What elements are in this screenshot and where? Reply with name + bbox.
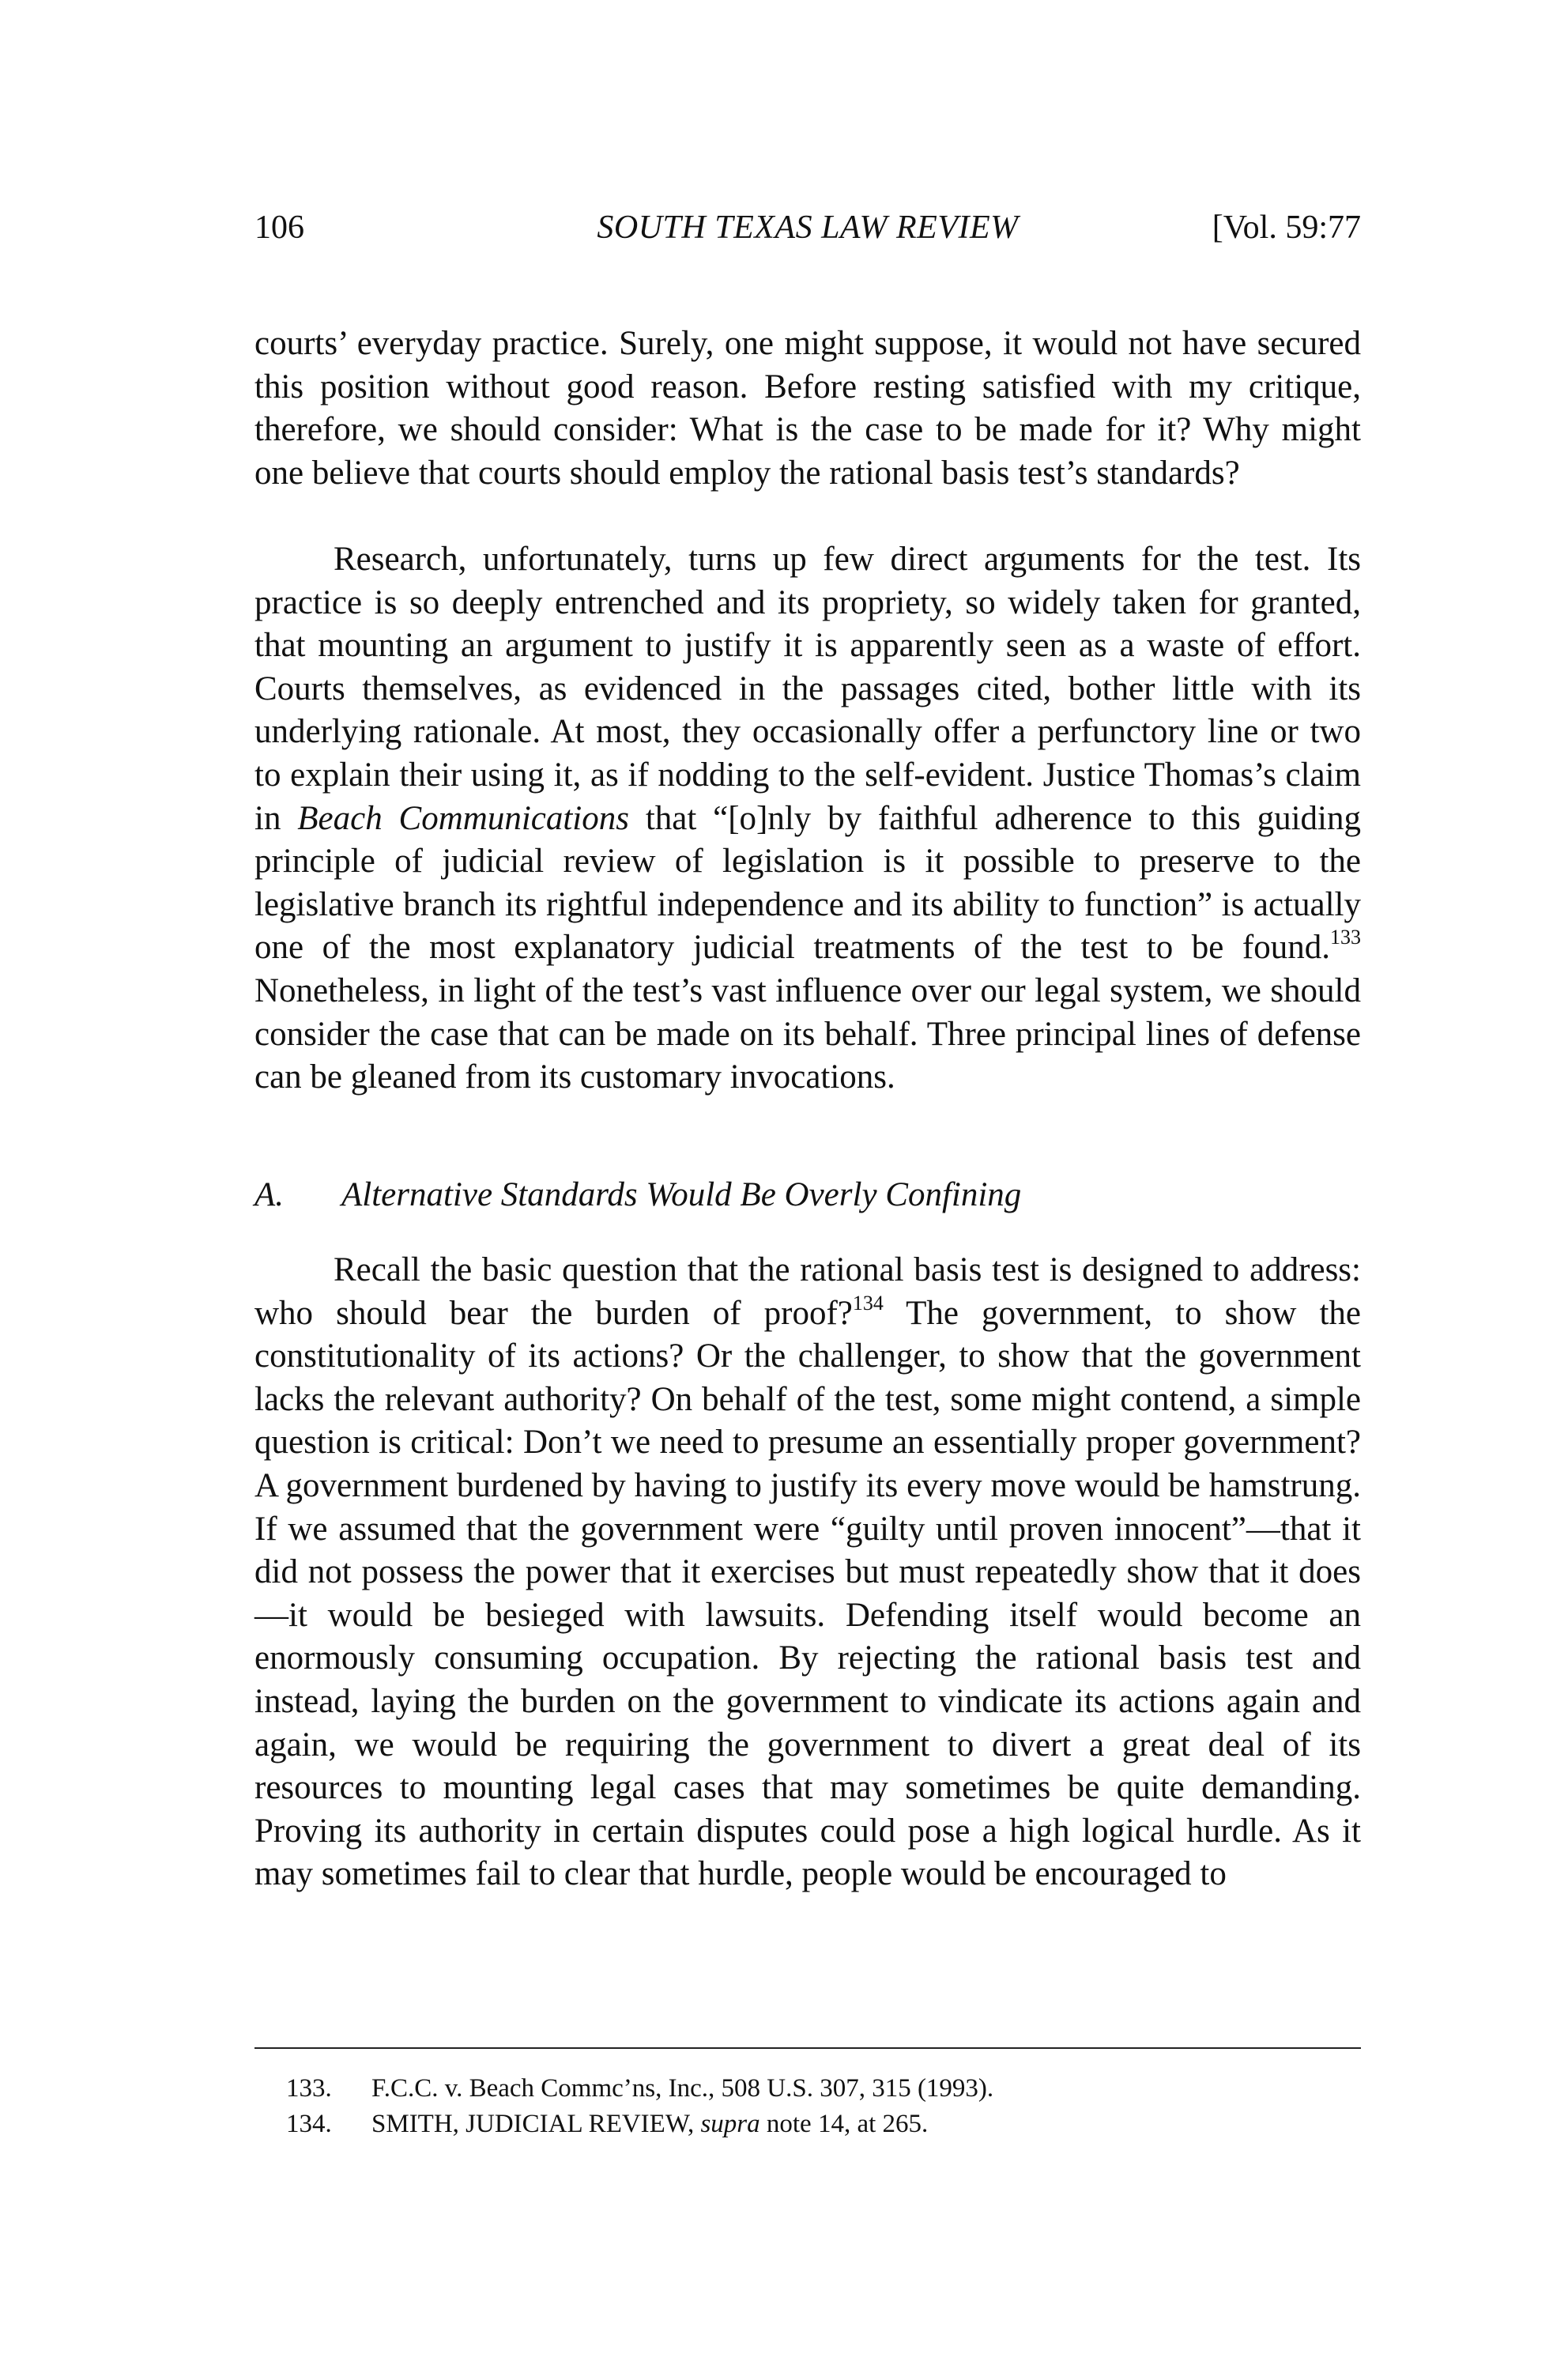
section-title: Alternative Standards Would Be Overly Confining	[341, 1176, 1022, 1213]
footnote-134	[286, 2107, 1361, 2142]
footnote-ref-133: 133	[1330, 926, 1361, 949]
volume-citation: [Vol. 59:77	[1212, 209, 1361, 246]
footnote-ref-134: 134	[852, 1291, 884, 1315]
footnote-signal: supra	[700, 2110, 760, 2138]
paragraph-text	[254, 1249, 1361, 1896]
footnotes	[286, 2071, 1361, 2142]
paragraph-text	[254, 538, 1361, 1100]
case-name: Beach Communications	[297, 799, 629, 837]
paragraph-segment: that “[o]nly by faithful adherence to this guiding principle of judicial review of legislation is it possible to preserve to the legislative branch its rightful independence and its ability to function” is actually one of the most explanatory judicial treatments of the test to be found.	[254, 799, 1362, 967]
paragraph-segment: Research, unfortunately, turns up few direct arguments for the test. Its practice is so deeply entrenched and its propriety, so widely taken for granted, that mounting an argument to justify it is apparently seen as a waste of effort. Courts themselves, as evidenced in the passages cited, bother little with its underlying rationale. At most, they occasionally offer a perfunctory line or two to explain their using it, as if nodding to the self-evident. Justice Thomas’s claim in	[254, 541, 1361, 837]
footnote-text: F.C.C. v. Beach Commc’ns, Inc., 508 U.S. 307, 315 (1993).	[371, 2074, 994, 2103]
page-number: 106	[254, 209, 304, 246]
paragraph-burden-of-proof	[254, 1249, 1361, 1896]
section-letter: A.	[254, 1176, 285, 1213]
footnote-author: SMITH, JUDICIAL REVIEW,	[371, 2110, 695, 2138]
paragraph-continued	[254, 323, 1361, 495]
section-heading	[254, 1173, 1361, 1217]
footnote-133	[286, 2071, 1361, 2107]
paragraph-segment: The government, to show the constitutionality of its actions? Or the challenger, to show that the government lacks the relevant authority? On behalf of the test, some might contend, a simple question is critical: Don’t we need to presume an essentially proper government? A government burdened by having to justify its every move would be hamstrung. If we assumed that the government were “guilty until proven innocent”—that it did not possess the power that it exercises but must repeatedly show that it does—it would be besieged with lawsuits. Defending itself would become an enormously consuming occupation. By rejecting the rational basis test and instead, laying the burden on the government to vindicate its actions again and again, we would be requiring the government to divert a great deal of its resources to mounting legal cases that may sometimes be quite demanding. Proving its authority in certain disputes could pose a high logical hurdle. As it may sometimes fail to clear that hurdle, people would be encouraged to	[254, 1294, 1361, 1893]
footnote-number: 134.	[286, 2110, 332, 2138]
journal-title: SOUTH TEXAS LAW REVIEW	[597, 209, 1019, 246]
paragraph-segment: Nonetheless, in light of the test’s vast influence over our legal system, we should consider the case that can be made on its behalf. Three principal lines of defense can be gleaned from its customary invocations.	[254, 971, 1361, 1096]
footnote-text: note 14, at 265.	[760, 2110, 929, 2138]
paragraph-text: courts’ everyday practice. Surely, one might suppose, it would not have secured this position without good reason. Before resting satisfied with my critique, therefore, we should consider: What is the case to be made for it? Why might one believe that courts should employ the rational basis test’s standards?	[254, 325, 1361, 492]
footnote-number: 133.	[286, 2074, 332, 2103]
running-header	[254, 204, 1361, 251]
footnote-divider	[254, 2047, 1361, 2049]
paragraph-segment: Recall the basic question that the rational basis test is designed to address: who should bear the burden of proof?	[254, 1251, 1361, 1332]
paragraph-research	[254, 538, 1361, 1100]
